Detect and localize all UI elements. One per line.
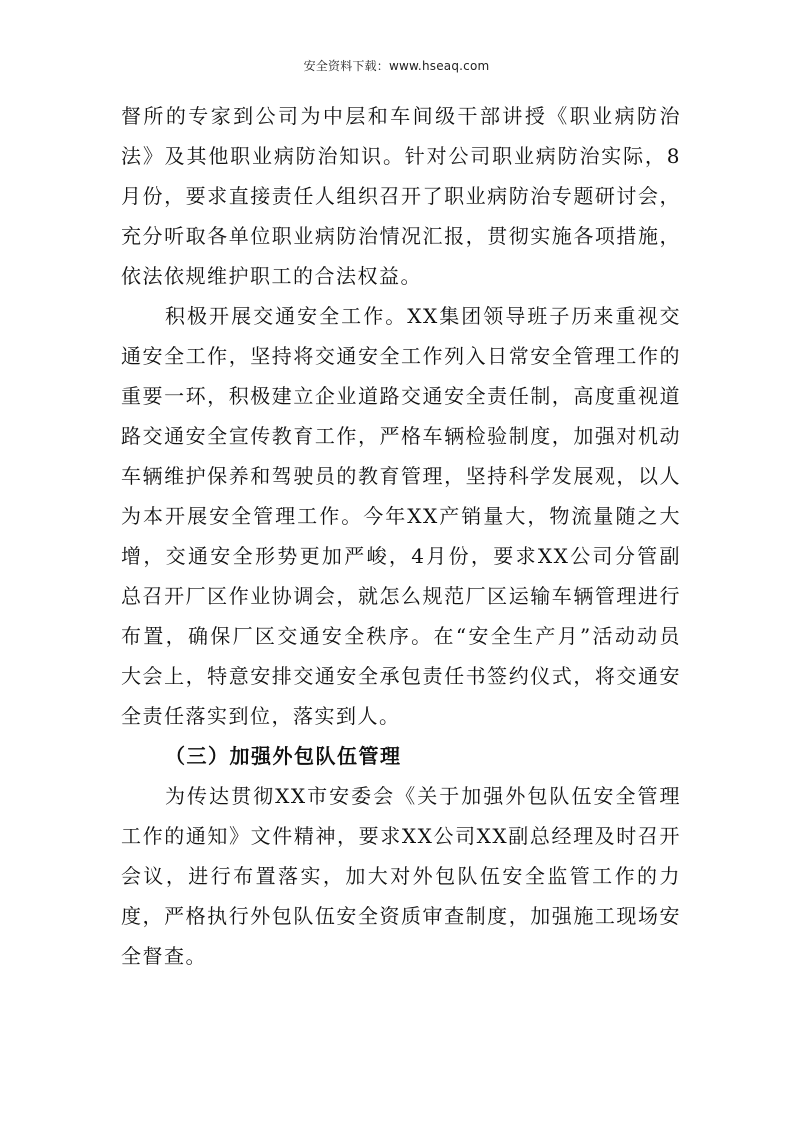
paragraph-outsourcing-management: 为传达贯彻XX市安委会《关于加强外包队伍安全管理工作的通知》文件精神，要求XX公司XX副总经理及时召开会议，进行布置落实，加大对外包队伍安全监管工作的力度，严格执行外包队伍安全资质审查制度，加强施工现场安全督查。 <box>121 784 681 968</box>
paragraph-traffic-safety: 积极开展交通安全工作。XX集团领导班子历来重视交通安全工作，坚持将交通安全工作列入日常安全管理工作的重要一环，积极建立企业道路交通安全责任制，高度重视道路交通安全宣传教育工作，严格车辆检验制度，加强对机动车辆维护保养和驾驶员的教育管理，坚持科学发展观，以人为本开展安全管理工作。今年XX产销量大，物流量随之大增，交通安全形势更加严峻，4月份，要求XX公司分管副总召开厂区作业协调会，就怎么规范厂区运输车辆管理进行布置，确保厂区交通安全秩序。在“安全生产月”活动动员大会上，特意安排交通安全承包责任书签约仪式，将交通安全责任落实到位，落实到人。 <box>121 304 681 728</box>
paragraph-occupational-health: 督所的专家到公司为中层和车间级干部讲授《职业病防治法》及其他职业病防治知识。针对公司职业病防治实际，8月份，要求直接责任人组织召开了职业病防治专题研讨会，充分听取各单位职业病防治情况汇报，贯彻实施各项措施，依法依规维护职工的合法权益。 <box>121 104 681 288</box>
section-heading: （三）加强外包队伍管理 <box>165 744 402 768</box>
document-body <box>121 96 681 976</box>
source-header: 安全资料下载：www.hseaq.com <box>303 59 490 73</box>
